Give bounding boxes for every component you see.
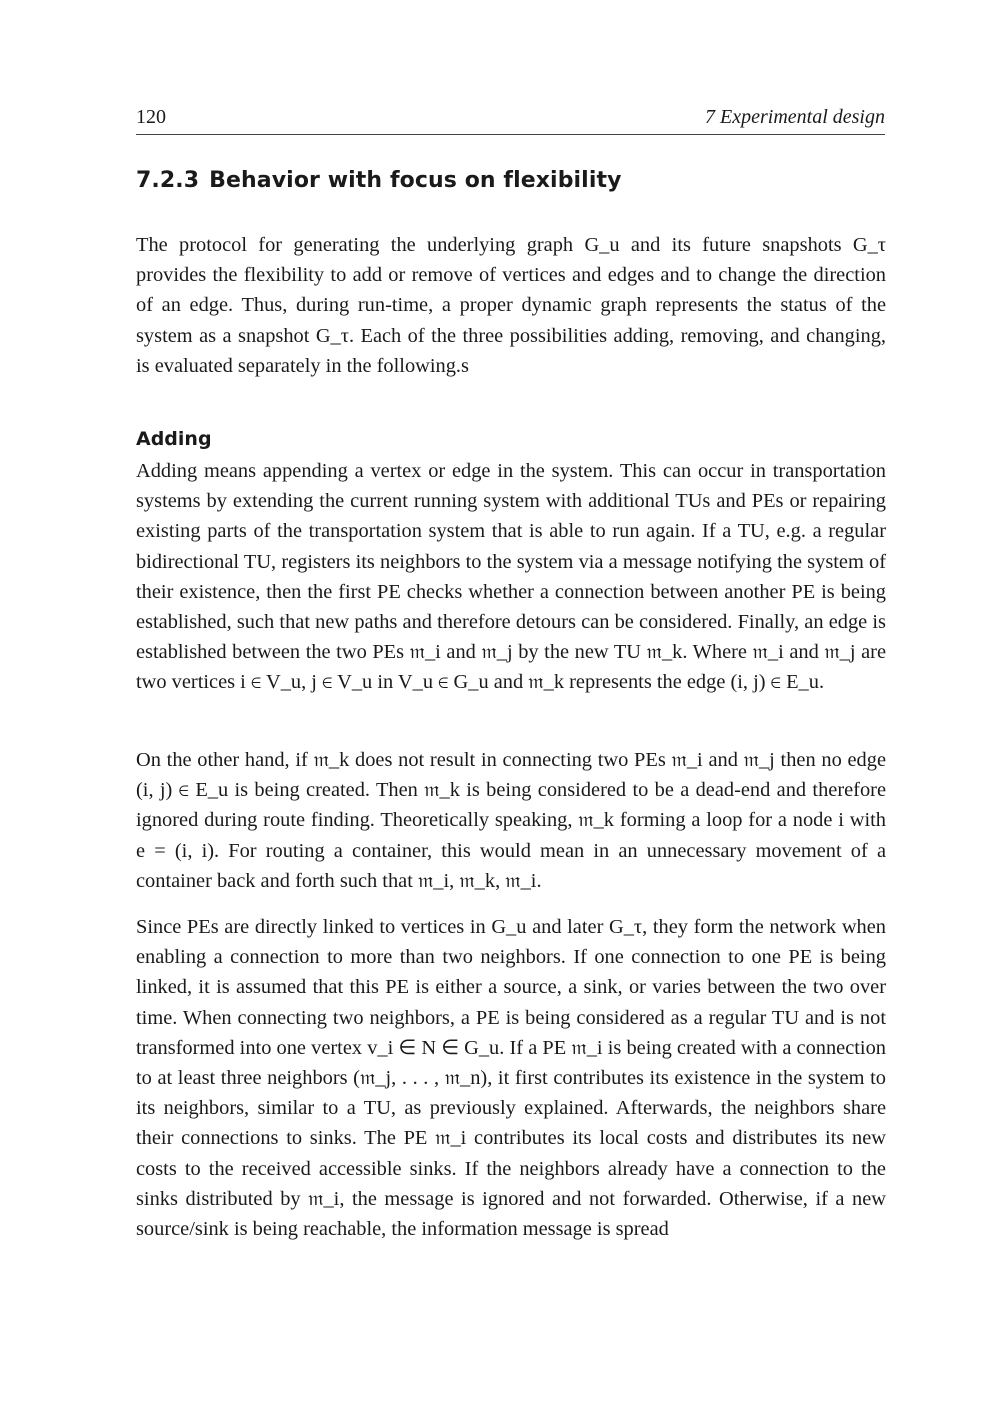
- page-header: [136, 106, 885, 135]
- running-title: 7 Experimental design: [705, 106, 885, 128]
- adding-paragraph-1: Adding means appending a vertex or edge in the system. This can occur in transportation systems by extending the current running system with additional TUs and PEs or repairing existing parts of the transportation system that is able to run again. If a TU, e.g. a regular bidirectional TU, registers its neighbors to the system via a message notifying the system of their existence, then the first PE checks whether a connection between another PE is being established, such that new paths and therefore detours can be considered. Finally, an edge is established between the two PEs 𝔪_i and 𝔪_j by the new TU 𝔪_k. Where 𝔪_i and 𝔪_j are two vertices i ∈ V_u, j ∈ V_u in V_u ∈ G_u and 𝔪_k represents the edge (i, j) ∈ E_u.: [136, 460, 886, 694]
- adding-subheading: Adding: [136, 428, 212, 450]
- adding-paragraph-2: On the other hand, if 𝔪_k does not result in connecting two PEs 𝔪_i and 𝔪_j then no edge (i, j) ∈ E_u is being created. Then 𝔪_k is being considered to be a dead-end and therefore ignored during route finding. Theoretically speaking, 𝔪_k forming a loop for a node i with e = (i, i). For routing a container, this would mean in an unnecessary movement of a container back and forth such that 𝔪_i, 𝔪_k, 𝔪_i.: [136, 749, 886, 892]
- page-number: 120: [136, 106, 166, 128]
- section-title: Behavior with focus on flexibility: [209, 168, 622, 193]
- intro-paragraph: The protocol for generating the underlying graph G_u and its future snapshots G_τ provides the flexibility to add or remove of vertices and edges and to change the direction of an edge. Thus, during run-time, a proper dynamic graph represents the status of the system as a snapshot G_τ. Each of the three possibilities adding, removing, and changing, is evaluated separately in the following.s: [136, 234, 886, 377]
- adding-paragraph-3: Since PEs are directly linked to vertices in G_u and later G_τ, they form the network when enabling a connection to more than two neighbors. If one connection to one PE is being linked, it is assumed that this PE is either a source, a sink, or varies between the two over time. When connecting two neighbors, a PE is being considered as a regular TU and is not transformed into one vertex v_i ∈ N ∈ G_u. If a PE 𝔪_i is being created with a connection to at least three neighbors (𝔪_j, . . . , 𝔪_n), it first contributes its existence in the system to its neighbors, similar to a TU, as previously explained. Afterwards, the neighbors share their connections to sinks. The PE 𝔪_i contributes its local costs and distributes its new costs to the received accessible sinks. If the neighbors already have a connection to the sinks distributed by 𝔪_i, the message is ignored and not forwarded. Otherwise, if a new source/sink is being reachable, the information message is spread: [136, 916, 886, 1241]
- section-number: 7.2.3: [136, 168, 200, 193]
- section-heading: [136, 168, 622, 193]
